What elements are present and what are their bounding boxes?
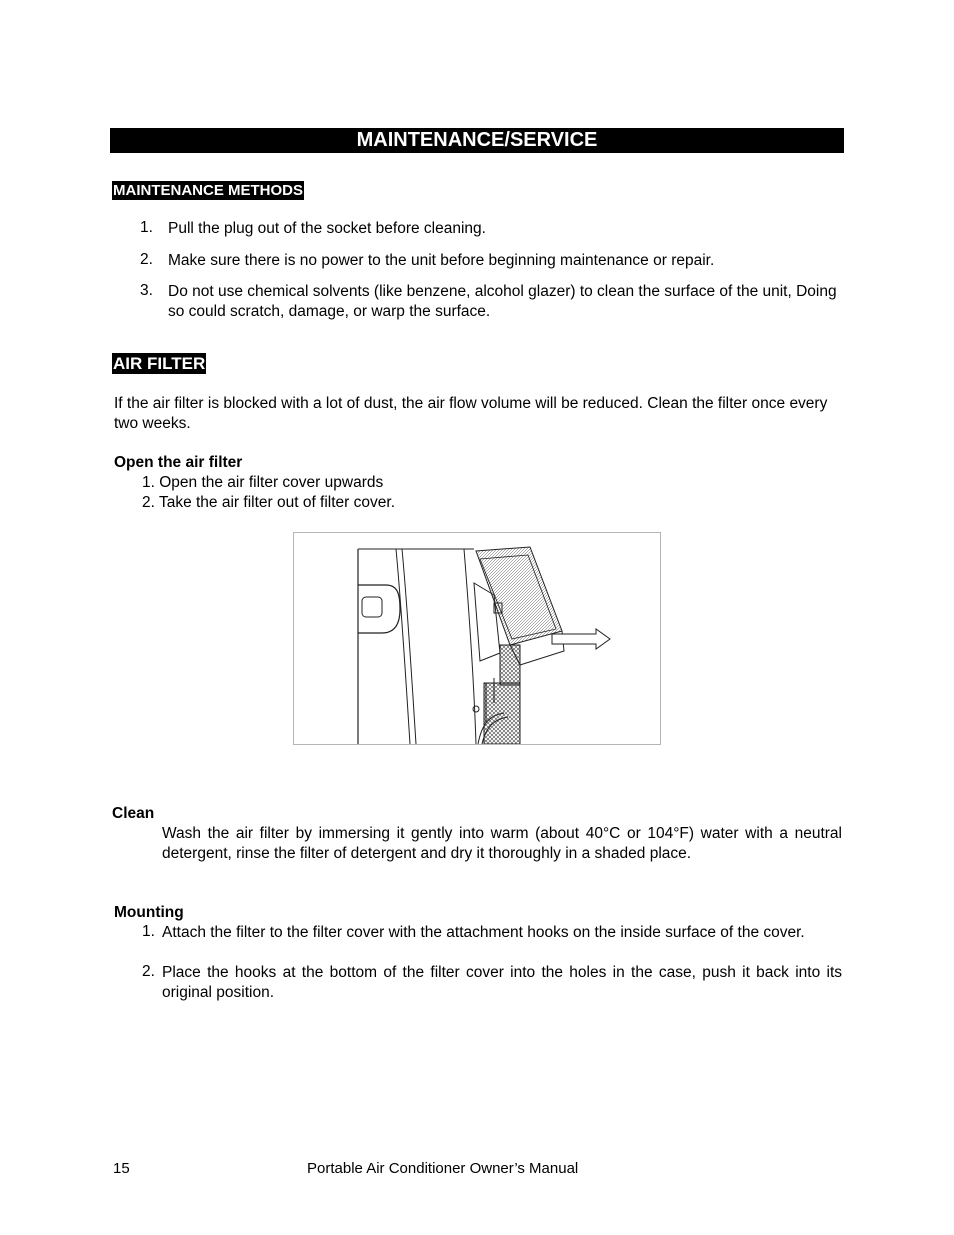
air-filter-diagram	[294, 533, 660, 744]
mounting-step-1-text: Attach the filter to the filter cover with the attachment hooks on the inside surface of the cover.	[162, 924, 805, 941]
maintenance-methods-heading: MAINTENANCE METHODS	[113, 182, 303, 199]
page-number: 15	[113, 1160, 130, 1177]
clean-text: Wash the air filter by immersing it gently into warm (about 40°C or 104°F) water with a neutral detergent, rinse the filter of detergent and dry it thoroughly in a shaded place.	[162, 825, 842, 862]
mounting-heading: Mounting	[114, 904, 184, 921]
clean-heading: Clean	[112, 805, 155, 822]
list-item-number: 2.	[142, 963, 155, 980]
mounting-step-2-text: Place the hooks at the bottom of the filter cover into the holes in the case, push it back into its original position.	[162, 964, 842, 1001]
air-filter-intro: If the air filter is blocked with a lot of dust, the air flow volume will be reduced. Clean the filter once every two weeks.	[114, 395, 828, 432]
list-item-text: Do not use chemical solvents (like benzene, alcohol glazer) to clean the surface of the unit, Doing so could scratch, damage, or warp the surface.	[168, 283, 837, 320]
air-filter-heading: AIR FILTER	[113, 354, 206, 373]
air-filter-illustration	[293, 532, 661, 745]
list-item-text: Pull the plug out of the socket before cleaning.	[168, 220, 486, 237]
list-item-text: Make sure there is no power to the unit before beginning maintenance or repair.	[168, 252, 715, 269]
open-filter-step: 1. Open the air filter cover upwards	[142, 474, 384, 491]
list-item-number: 2.	[140, 251, 153, 268]
list-item-text	[162, 923, 842, 943]
open-filter-step: 2. Take the air filter out of filter cover.	[142, 494, 396, 511]
list-item-number: 3.	[140, 282, 153, 299]
list-item-number: 1.	[140, 219, 153, 236]
open-filter-heading: Open the air filter	[114, 454, 243, 471]
list-item-text	[162, 963, 842, 1003]
manual-title: Portable Air Conditioner Owner’s Manual	[307, 1160, 579, 1177]
page-title: MAINTENANCE/SERVICE	[110, 128, 844, 153]
list-item-number: 1.	[142, 923, 155, 940]
